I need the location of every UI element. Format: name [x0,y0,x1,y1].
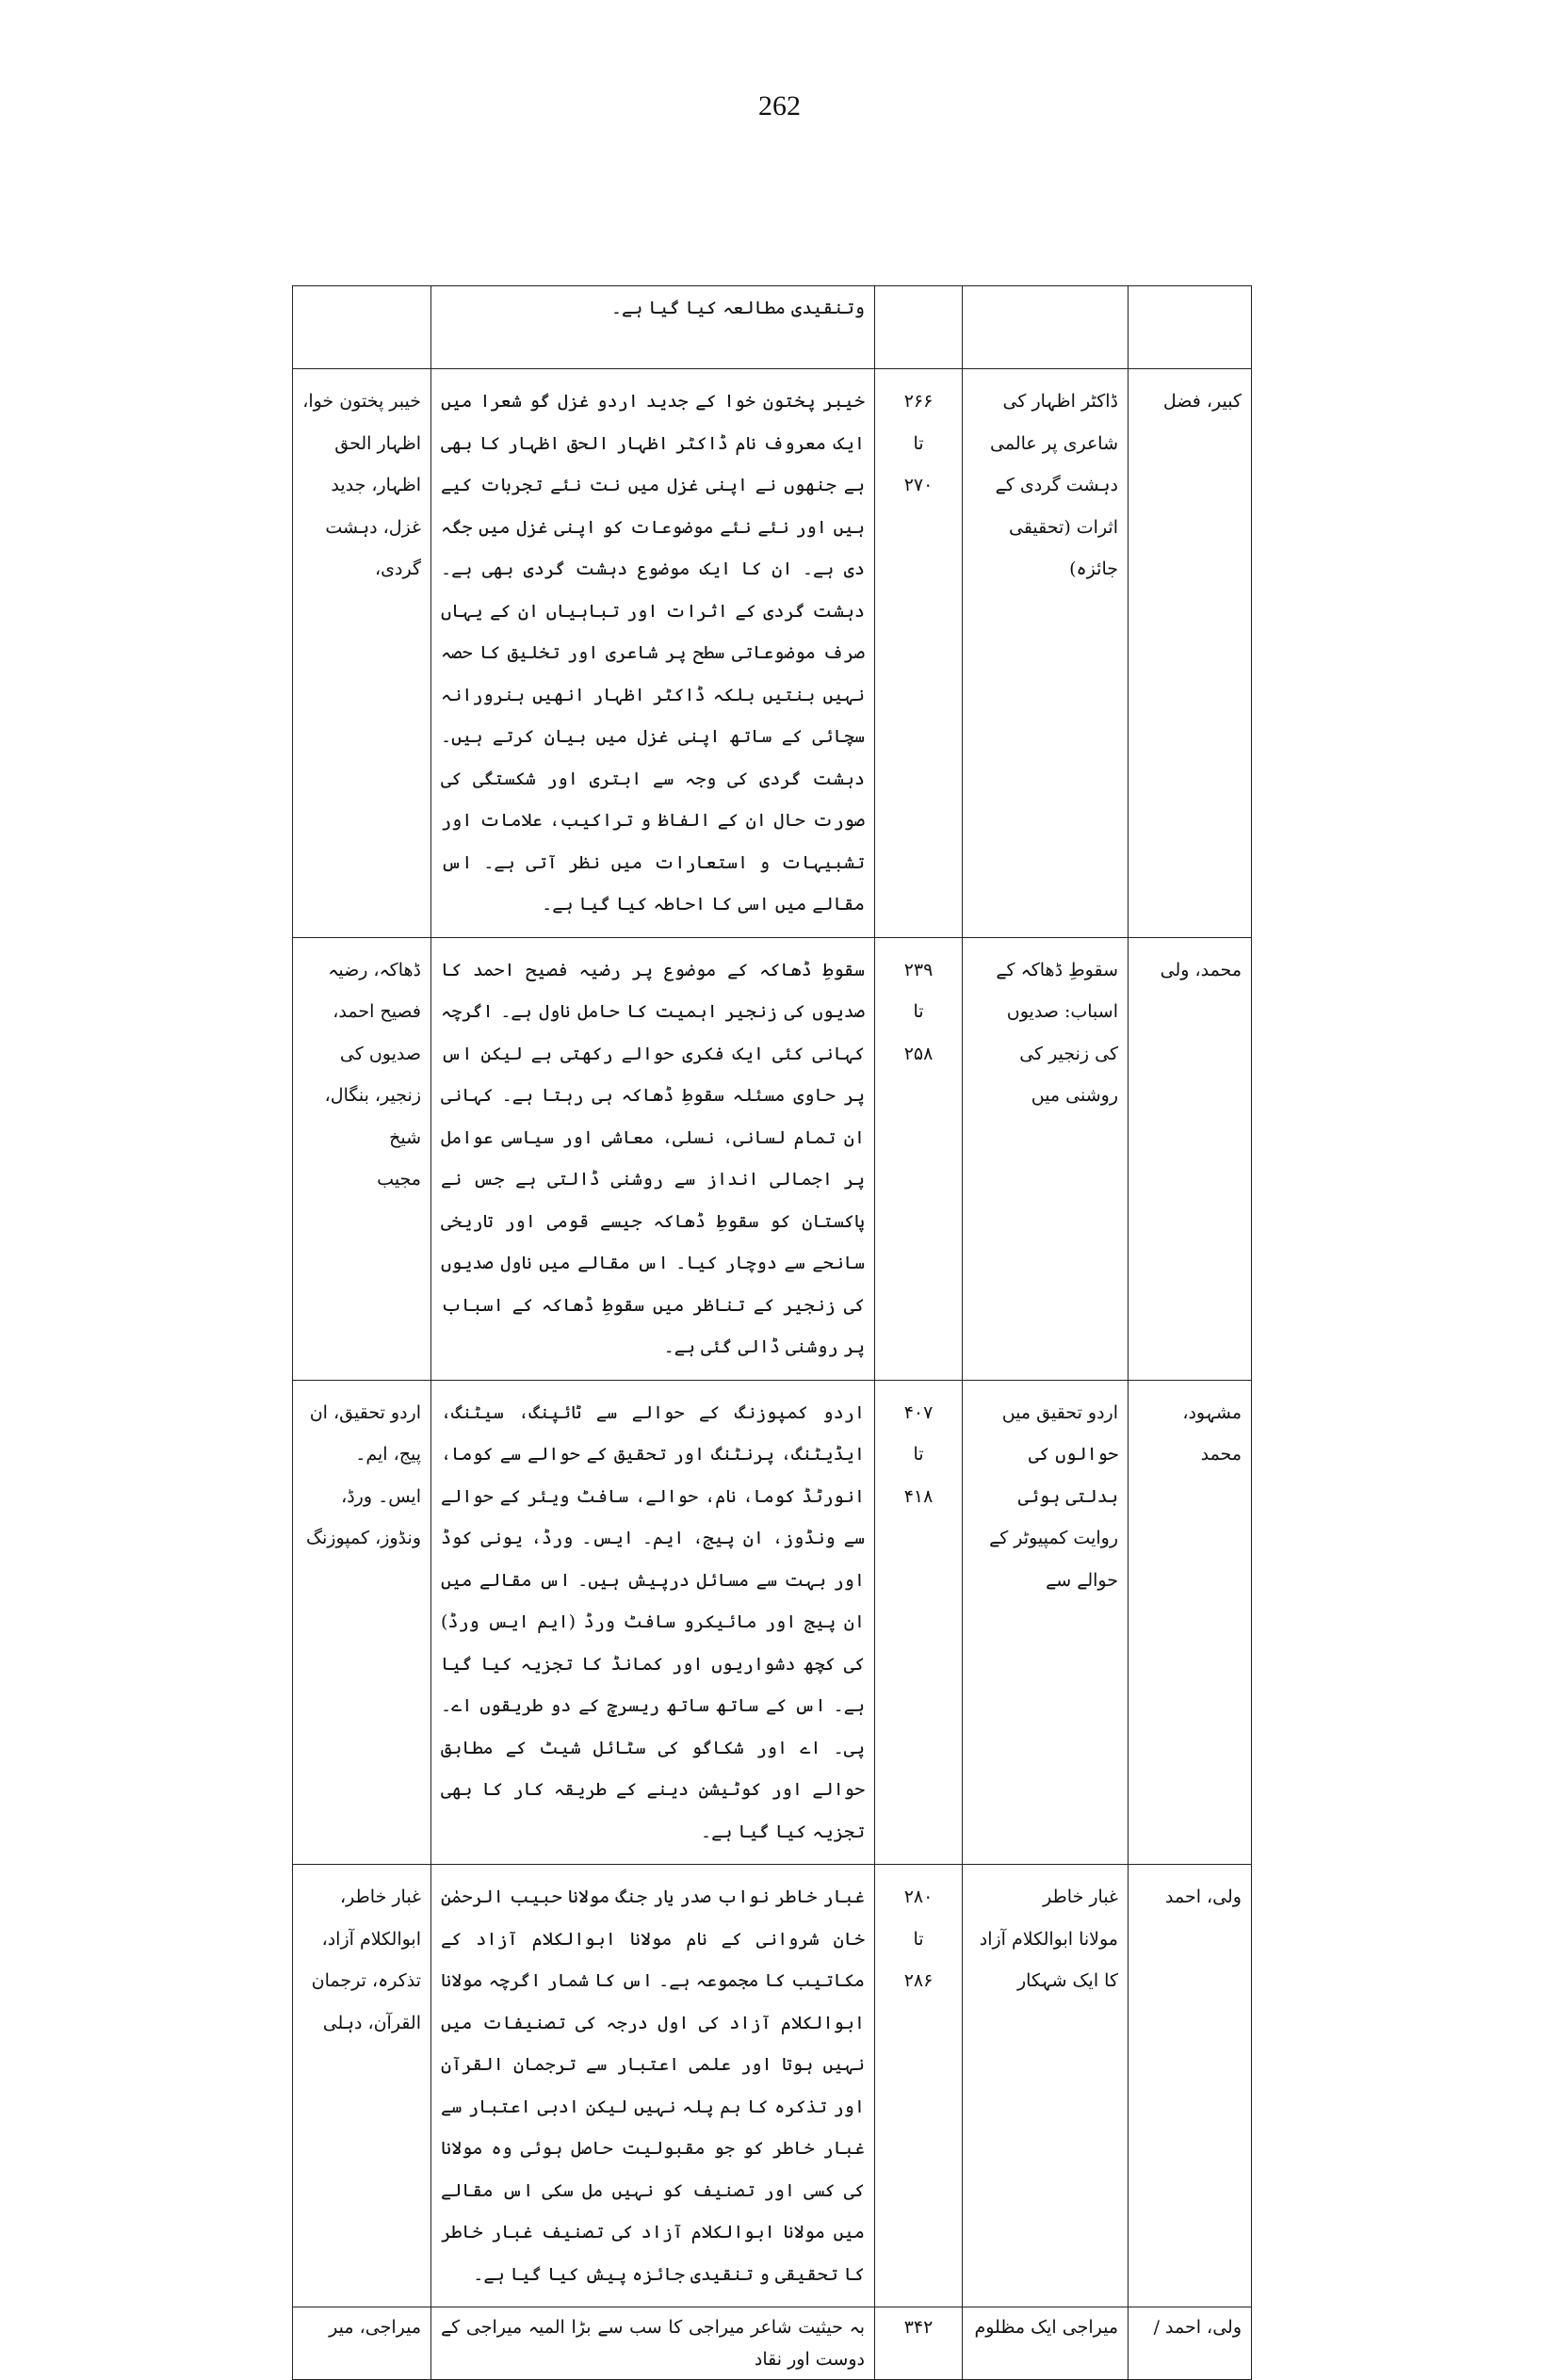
title-cell [963,1865,1129,2307]
keywords-cell [293,286,431,369]
article-title-line: کی زنجیر کی [1019,1043,1118,1064]
bibliography-table [292,285,1252,2380]
author-cell [1129,2307,1252,2380]
title-cell [963,369,1129,938]
article-title-line: جائزہ) [1069,559,1118,579]
article-title-line: روایت کمپیوٹر کے [989,1528,1118,1548]
article-title-line: اثرات (تحقیقی [1008,516,1118,538]
keyword-line: مجیب [377,1169,421,1190]
page-range-line: ۴۰۷ [903,1401,934,1423]
abstract-text: بہ حیثیت شاعر میراجی کا سب سے بڑا المیہ میراجی کے دوست اور نقاد [441,2317,865,2370]
article-title-line: اردو تحقیق میں [1001,1401,1118,1423]
page-range-line: ۲۸۰ [903,1886,934,1907]
page-range-line: تا [913,1928,924,1950]
table-row [293,937,1252,1380]
table-row [293,286,1252,369]
keyword-line: غبار خاطر، [340,1886,421,1907]
keyword-line: میراجی، میر [329,2317,421,2338]
page-range-line: ۲۵۸ [903,1043,934,1064]
keyword-line: اظہار، جدید [331,475,421,495]
article-title-line: حوالے سے [1046,1569,1118,1591]
abstract-cell [431,1380,875,1865]
abstract-cell [431,369,875,938]
keyword-line: ابوالکلام آزاد، [321,1928,421,1950]
article-title-line: حوالوں کی بدلتی ہوئی [1017,1444,1118,1507]
page-range-line: ۳۴۲ [903,2317,934,2338]
article-title-line: اسباب: صدیوں [1006,1001,1118,1022]
page-range-line: تا [913,1001,924,1022]
keywords-cell [293,1865,431,2307]
table-row [293,1865,1252,2307]
author-cell [1129,1380,1252,1865]
keyword-line: ڈھاکہ، رضیہ [328,959,421,980]
table-row [293,1380,1252,1865]
keyword-line: فصیح احمد، [333,1001,421,1022]
abstract-cell [431,1865,875,2307]
article-title-line: مولانا ابوالکلام آزاد [979,1928,1118,1950]
pages-cell [875,369,963,938]
keyword-line: پیج، ایم۔ [355,1444,421,1465]
title-cell [963,2307,1129,2380]
keyword-line: ایس۔ ورڈ، [341,1485,421,1507]
title-cell [963,1380,1129,1865]
article-title-line: میراجی ایک مظلوم [974,2317,1118,2338]
page-range-line: ۲۳۹ [903,959,934,980]
keyword-line: غزل، دہشت [325,516,421,538]
article-title-line: کا ایک شہکار [1017,1970,1118,1991]
keyword-line: اردو تحقیق، ان [309,1401,421,1423]
article-title-line: غبار خاطر [1043,1886,1118,1907]
article-title-line: دہشت گردی کے [995,475,1118,495]
article-title-line: شاعری پر عالمی [990,432,1118,454]
author-cell [1129,286,1252,369]
author-name: کبیر، فضل [1162,391,1242,412]
abstract-text: اردو کمپوزنگ کے حوالے سے ٹائپنگ، سیٹنگ، ایڈیٹنگ، پرنٹنگ اور تحقیق کے حوالے سے کوما، انورٹڈ کوما، نام، حوالے، سافٹ ویئر کے حوالے سے ونڈوز، ان پیج، ایم۔ ایس۔ ورڈ، یونی کوڈ اور بہت سے مسائل درپیش ہیں۔ اس مقالے میں ان پیج اور مائیکرو سافٹ ورڈ (ایم ایس ورڈ) کی کچھ دشواریوں اور کمانڈ کا تجزیہ کیا گیا ہے۔ اس کے ساتھ ساتھ ریسرچ کے دو طریقوں اے۔ پی۔ اے اور شکاگو کی سٹائل شیٹ کے مطابق حوالے اور کوٹیشن دینے کے طریقہ کار کا بھی تجزیہ کیا گیا ہے۔ [441,1401,865,1842]
author-name: ولی، احمد / [1153,2317,1242,2338]
abstract-text: وتنقیدی مطالعہ کیا گیا ہے۔ [610,298,865,318]
abstract-cell [431,937,875,1380]
article-title-line: روشنی میں [1031,1085,1118,1106]
author-cell [1129,1865,1252,2307]
pages-cell [875,286,963,369]
pages-cell [875,2307,963,2380]
keywords-cell [293,1380,431,1865]
article-title-line: سقوطِ ڈھاکہ کے [996,959,1118,980]
abstract-text: خیبر پختون خوا کے جدید اردو غزل گو شعرا میں ایک معروف نام ڈاکٹر اظہار الحق اظہار کا بھی ہے جنھوں نے اپنی غزل میں نت نئے تجربات کیے ہیں اور نئے نئے موضوعات کو اپنی غزل میں جگہ دی ہے۔ ان کا ایک موضوع دہشت گردی بھی ہے۔ دہشت گردی کے اثرات اور تباہیاں ان کے یہاں صرف موضوعاتی سطح پر شاعری اور تخلیق کا حصہ نہیں بنتیں بلکہ ڈاکٹر اظہار انھیں ہنرورانہ سچائی کے ساتھ اپنی غزل میں بیان کرتے ہیں۔ دہشت گردی کی وجہ سے ابتری اور شکستگی کی صورت حال ان کے الفاظ و تراکیب، علامات اور تشبیہات و استعارات میں نظر آتی ہے۔ اس مقالے میں اسی کا احاطہ کیا گیا ہے۔ [441,391,865,915]
pages-cell [875,937,963,1380]
page-range-line: ۴۱۸ [903,1485,934,1507]
author-name: محمد، ولی [1160,959,1242,980]
keywords-cell [293,2307,431,2380]
abstract-cell [431,2307,875,2380]
page-number: 262 [758,90,801,121]
page-range-line: تا [913,1444,924,1465]
pages-cell [875,1380,963,1865]
keyword-line: ونڈوز، کمپوزنگ [305,1528,421,1548]
author-cell [1129,369,1252,938]
keyword-line: صدیوں کی [339,1043,421,1064]
abstract-text: سقوطِ ڈھاکہ کے موضوع پر رضیہ فصیح احمد کا صدیوں کی زنجیر اہمیت کا حامل ناول ہے۔ اگرچہ کہانی کئی ایک فکری حوالے رکھتی ہے لیکن اس پر حاوی مسئلہ سقوطِ ڈھاکہ ہی رہتا ہے۔ کہانی ان تمام لسانی، نسلی، معاشی اور سیاسی عوامل پر اجمالی انداز سے روشنی ڈالتی ہے جس نے پاکستان کو سقوطِ ڈھاکہ جیسے قومی اور تاریخی سانحے سے دوچار کیا۔ اس مقالے میں ناول صدیوں کی زنجیر کے تناظر میں سقوطِ ڈھاکہ کے اسباب پر روشنی ڈالی گئی ہے۔ [441,959,865,1357]
keywords-cell [293,369,431,938]
author-cell [1129,937,1252,1380]
page-range-line: ۲۷۰ [903,475,934,495]
title-cell [963,937,1129,1380]
keywords-cell [293,937,431,1380]
title-cell [963,286,1129,369]
page-range-line: ۲۶۶ [903,391,934,412]
page-range-line: تا [913,432,924,454]
keyword-line: گردی، [375,559,421,579]
page-range-line: ۲۸۶ [903,1970,934,1991]
keyword-line: اظہار الحق [334,432,421,454]
pages-cell [875,1865,963,2307]
keyword-line: خیبر پختون خوا، [302,391,421,412]
keyword-line: تذکرہ، ترجمان [311,1970,421,1991]
author-name: ولی، احمد [1165,1886,1242,1907]
table-row [293,2307,1252,2380]
article-title-line: ڈاکٹر اظہار کی [1002,391,1118,412]
keyword-line: زنجیر، بنگال، شیخ [324,1085,421,1148]
abstract-cell [431,286,875,369]
abstract-text: غبار خاطر نواب صدر یار جنگ مولانا حبیب الرحمٰن خان شروانی کے نام مولانا ابوالکلام آزاد کے مکاتیب کا مجموعہ ہے۔ اس کا شمار اگرچہ مولانا ابوالکلام آزاد کی اول درجہ کی تصنیفات میں نہیں ہوتا اور علمی اعتبار سے ترجمان القرآن اور تذکرہ کا ہم پلہ نہیں لیکن ادبی اعتبار سے غبار خاطر کو جو مقبولیت حاصل ہوئی وہ مولانا کی کسی اور تصنیف کو نہیں مل سکی اس مقالے میں مولانا ابوالکلام آزاد کی تصنیف غبار خاطر کا تحقیقی و تنقیدی جائزہ پیش کیا گیا ہے۔ [441,1886,865,2285]
table-row [293,369,1252,938]
author-name: مشہود، محمد [1182,1401,1242,1465]
keyword-line: القرآن، دہلی [322,2012,421,2033]
